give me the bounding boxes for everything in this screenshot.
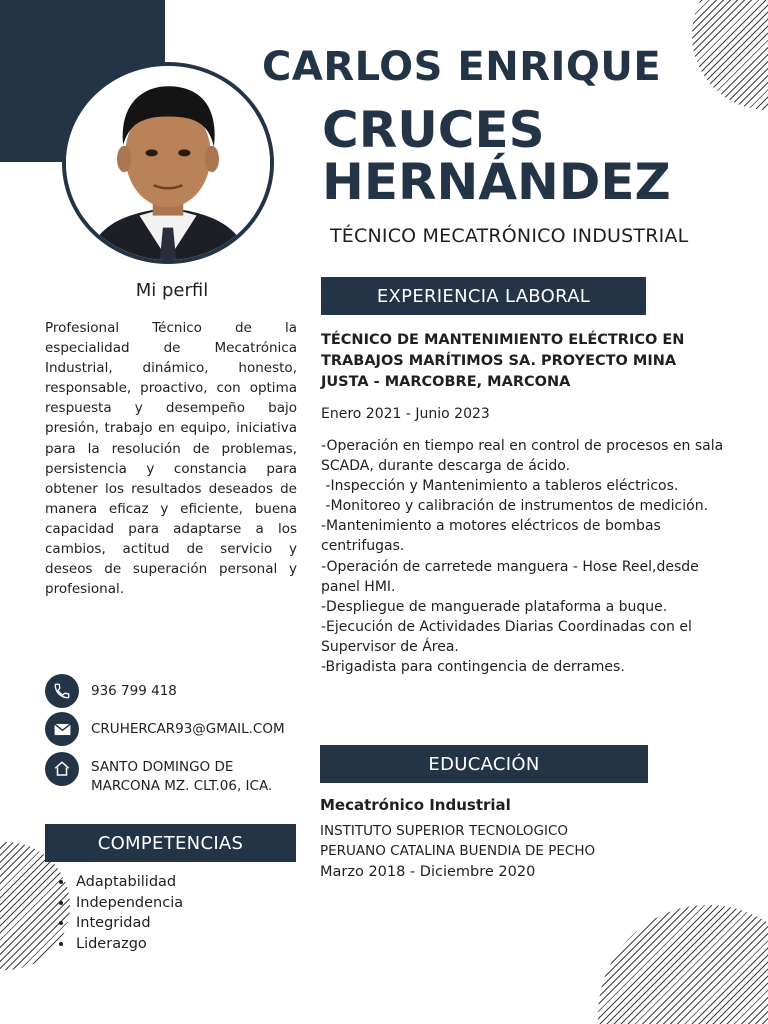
address-line2: MARCONA MZ. CLT.06, ICA.: [91, 778, 273, 794]
list-item: • Integridad: [74, 913, 183, 934]
education-dates: Marzo 2018 - Diciembre 2020: [320, 864, 536, 880]
list-item: • Adaptabilidad: [74, 872, 183, 893]
list-item: -Monitoreo y calibración de instrumentos de medición.: [321, 498, 709, 515]
name-last-line1: CRUCES: [322, 101, 545, 159]
education-degree: Mecatrónico Industrial: [320, 796, 511, 814]
education-school: [320, 822, 650, 861]
name-first: CARLOS ENRIQUE: [262, 44, 662, 90]
list-item: • Independencia: [74, 893, 183, 914]
email-icon: [45, 712, 79, 746]
list-item: -Operación en tiempo real en control de procesos en sala SCADA, durante descarga de ácido.: [321, 438, 724, 475]
competencias-list: [74, 872, 183, 954]
hatched-circle-decoration-top-right: [692, 0, 768, 110]
list-item: -Operación de carretede manguera - Hose Reel,desde panel HMI.: [321, 558, 699, 595]
contact-phone: [45, 674, 177, 708]
educacion-heading: EDUCACIÓN: [320, 745, 648, 783]
profile-heading: Mi perfil: [135, 280, 209, 301]
contact-address: [45, 752, 272, 796]
phone-icon: [45, 674, 79, 708]
list-item: -Ejecución de Actividades Diarias Coordinadas con el Supervisor de Área.: [321, 618, 692, 655]
name-last-line2: HERNÁNDEZ: [322, 153, 671, 211]
profile-text: Profesional Técnico de la especialidad de Mecatrónica Industrial, dinámico, honesto, responsable, proactivo, con optima respuesta y desempeño bajo presión, trabajo en equipo, iniciativa para la resolución de problemas, persistencia y constancia para obtener los resultados deseados de manera eficaz y eficiente, buena capacidad para adaptarse a los cambios, actitud de servicio y deseos de superación personal y profesional.: [45, 320, 297, 598]
profile-photo: [62, 62, 274, 264]
address-line1: SANTO DOMINGO DE: [91, 759, 234, 775]
name-last: [322, 101, 671, 211]
contact-email: [45, 712, 285, 746]
job-dates: Enero 2021 - Junio 2023: [321, 406, 490, 422]
job-position-title: TÉCNICO DE MANTENIMIENTO ELÉCTRICO EN TRABAJOS MARÍTIMOS SA. PROYECTO MINA JUSTA - MARCOBRE, MARCONA: [321, 332, 685, 390]
job-tasks-list: [321, 436, 731, 677]
address-text: [91, 758, 272, 796]
home-icon: [45, 752, 79, 786]
list-item: -Mantenimiento a motores eléctricos de bombas centrifugas.: [321, 518, 661, 555]
list-item: • Liderazgo: [74, 934, 183, 955]
school-line1: INSTITUTO SUPERIOR TECNOLOGICO: [320, 823, 569, 839]
hatched-circle-decoration-bottom-right: [598, 905, 768, 1024]
competencias-heading: COMPETENCIAS: [45, 824, 296, 862]
school-line2: PERUANO CATALINA BUENDIA DE PECHO: [320, 842, 596, 859]
list-item: -Despliegue de manguerade plataforma a buque.: [321, 598, 668, 615]
email-address: CRUHERCAR93@GMAIL.COM: [91, 720, 285, 737]
list-item: -Brigadista para contingencia de derrames.: [321, 659, 625, 676]
list-item: -Inspección y Mantenimiento a tableros eléctricos.: [321, 478, 679, 495]
person-portrait-icon: [66, 66, 270, 260]
experiencia-heading: EXPERIENCIA LABORAL: [321, 277, 646, 315]
job-title: TÉCNICO MECATRÓNICO INDUSTRIAL: [330, 225, 689, 247]
phone-number: 936 799 418: [91, 682, 177, 699]
